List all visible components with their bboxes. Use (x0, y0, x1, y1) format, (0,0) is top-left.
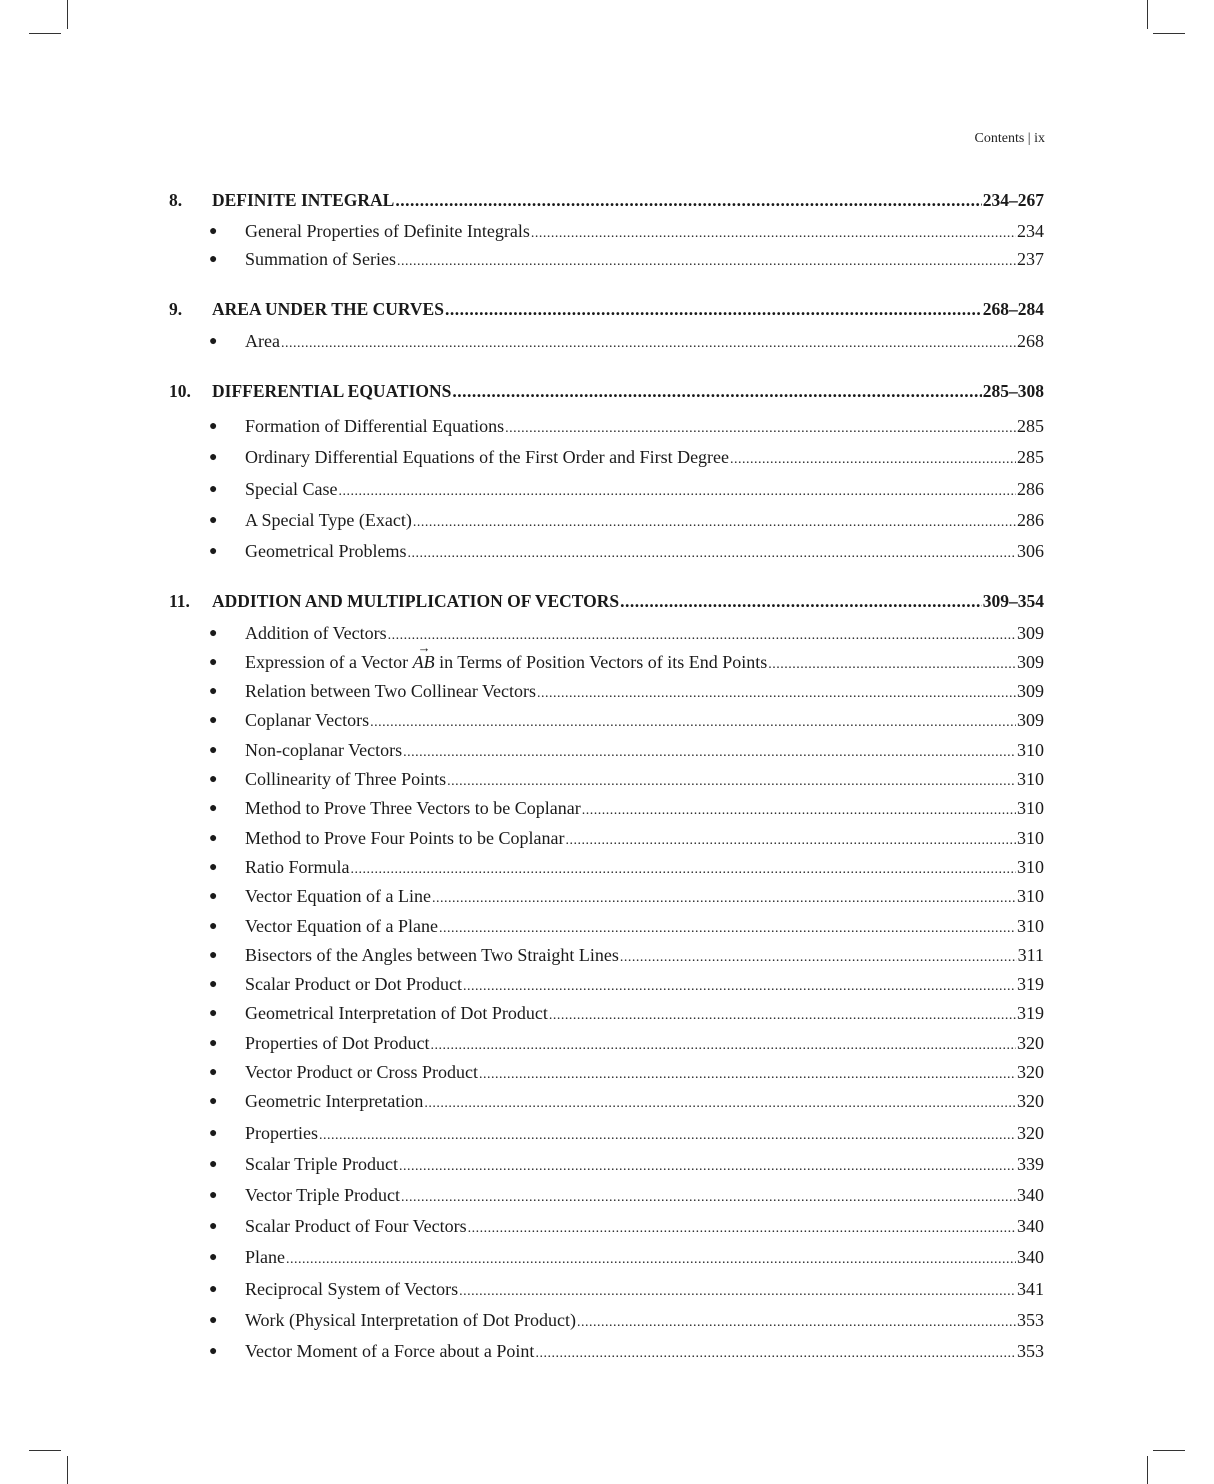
entry-title: Method to Prove Three Vectors to be Coplanar (245, 798, 581, 818)
bullet-icon: ● (209, 1157, 218, 1172)
entry-page: 341 (1017, 1279, 1044, 1299)
bullet-icon: ● (209, 513, 218, 528)
bullet-icon: ● (209, 626, 218, 641)
entry-page: 309 (1017, 652, 1044, 672)
entry-page: 353 (1017, 1341, 1044, 1361)
toc-entry[interactable] (209, 1278, 1044, 1303)
chapter-page-range: 309–354 (982, 591, 1044, 611)
entry-title-after: in Terms of Position Vectors of its End Points (434, 652, 768, 672)
bullet-icon: ● (209, 889, 218, 904)
entry-page: 320 (1017, 1091, 1044, 1111)
chapter-page-range: 234–267 (982, 190, 1044, 210)
dot-leader (445, 298, 982, 320)
dot-leader (401, 1187, 1016, 1209)
bullet-icon: ● (209, 743, 218, 758)
chapter-number: 10. (169, 381, 191, 401)
dot-leader (399, 1156, 1016, 1178)
dot-leader (505, 418, 1016, 440)
crop-mark-top-left-horizontal (29, 33, 61, 34)
toc-entry[interactable] (209, 446, 1044, 471)
entry-page: 340 (1017, 1247, 1044, 1267)
bullet-icon: ● (209, 482, 218, 497)
dot-leader (537, 683, 1016, 705)
dot-leader (397, 251, 1016, 273)
entry-page: 340 (1017, 1216, 1044, 1236)
chapter-page-range: 268–284 (982, 299, 1044, 319)
entry-page: 311 (1017, 945, 1044, 965)
bullet-icon: ● (209, 977, 218, 992)
entry-title: Relation between Two Collinear Vectors (245, 681, 537, 701)
entry-title: Vector Triple Product (245, 1185, 400, 1205)
entry-title: A Special Type (Exact) (245, 510, 412, 530)
entry-title: Scalar Product of Four Vectors (245, 1216, 467, 1236)
dot-leader (403, 742, 1016, 764)
toc-entry[interactable] (209, 1215, 1044, 1240)
toc-entry[interactable] (209, 651, 1044, 676)
chapter-heading[interactable] (169, 298, 1044, 320)
dot-leader (388, 625, 1016, 647)
bullet-icon: ● (209, 919, 218, 934)
bullet-icon: ● (209, 224, 218, 239)
entry-title-before: Expression of a Vector (245, 652, 413, 672)
toc-entry[interactable] (209, 248, 1044, 273)
entry-page: 320 (1017, 1033, 1044, 1053)
bullet-icon: ● (209, 1094, 218, 1109)
bullet-icon: ● (209, 948, 218, 963)
crop-mark-top-right-vertical (1147, 0, 1148, 29)
entry-title: Ordinary Differential Equations of the First Order and First Degree (245, 447, 730, 467)
entry-page: 285 (1017, 416, 1044, 436)
entry-title: Area (245, 331, 280, 351)
entry-title: Vector Moment of a Force about a Point (245, 1341, 535, 1361)
dot-leader (319, 1125, 1016, 1147)
dot-leader (286, 1249, 1016, 1271)
toc-entry[interactable] (209, 768, 1044, 793)
entry-page: 310 (1017, 769, 1044, 789)
entry-page: 310 (1017, 798, 1044, 818)
dot-leader (549, 1005, 1016, 1027)
bullet-icon: ● (209, 655, 218, 670)
toc-entry[interactable] (209, 1340, 1044, 1365)
toc-entry[interactable] (209, 915, 1044, 940)
entry-page: 310 (1017, 740, 1044, 760)
toc-entry[interactable] (209, 973, 1044, 998)
toc-entry[interactable] (209, 1002, 1044, 1027)
dot-leader (407, 543, 1016, 565)
chapter-title: AREA UNDER THE CURVES (212, 299, 444, 319)
toc-entry[interactable] (209, 1061, 1044, 1086)
toc-entry[interactable] (209, 540, 1044, 565)
dot-leader (620, 590, 982, 612)
entry-title: General Properties of Definite Integrals (245, 221, 530, 241)
toc-entry[interactable] (209, 330, 1044, 355)
dot-leader (447, 771, 1016, 793)
entry-title: Plane (245, 1247, 285, 1267)
chapter-heading[interactable] (169, 380, 1044, 402)
dot-leader (370, 712, 1016, 734)
entry-page: 310 (1017, 886, 1044, 906)
dot-leader (535, 1343, 1016, 1365)
entry-title: Geometric Interpretation (245, 1091, 424, 1111)
bullet-icon: ● (209, 801, 218, 816)
dot-leader (479, 1064, 1016, 1086)
crop-mark-bottom-left-vertical (67, 1456, 68, 1484)
bullet-icon: ● (209, 1219, 218, 1234)
bullet-icon: ● (209, 1344, 218, 1359)
bullet-icon: ● (209, 419, 218, 434)
bullet-icon: ● (209, 334, 218, 349)
bullet-icon: ● (209, 1188, 218, 1203)
dot-leader (351, 859, 1017, 881)
entry-page: 320 (1017, 1123, 1044, 1143)
toc-entry[interactable] (209, 944, 1044, 969)
entry-title: Collinearity of Three Points (245, 769, 447, 789)
dot-leader (424, 1093, 1016, 1115)
bullet-icon: ● (209, 1250, 218, 1265)
entry-page: 306 (1017, 541, 1044, 561)
bullet-icon: ● (209, 684, 218, 699)
entry-title: Properties (245, 1123, 318, 1143)
entry-page: 237 (1017, 249, 1044, 269)
entry-page: 286 (1017, 510, 1044, 530)
dot-leader (730, 449, 1016, 471)
entry-title: Vector Equation of a Plane (245, 916, 438, 936)
bullet-icon: ● (209, 772, 218, 787)
toc-entry[interactable] (209, 680, 1044, 705)
toc-entry[interactable] (209, 1090, 1044, 1115)
bullet-icon: ● (209, 1313, 218, 1328)
dot-leader (459, 1281, 1016, 1303)
entry-page: 353 (1017, 1310, 1044, 1330)
chapter-heading[interactable] (169, 189, 1044, 211)
entry-page: 319 (1017, 1003, 1044, 1023)
crop-mark-top-left-vertical (67, 0, 68, 29)
bullet-icon: ● (209, 713, 218, 728)
toc-entry[interactable] (209, 622, 1044, 647)
entry-title: Geometrical Interpretation of Dot Product (245, 1003, 548, 1023)
chapter-title: DEFINITE INTEGRAL (212, 190, 395, 210)
entry-page: 268 (1017, 331, 1044, 351)
entry-page: 309 (1017, 681, 1044, 701)
toc-entry[interactable] (209, 1153, 1044, 1178)
chapter-number: 11. (169, 591, 190, 611)
dot-leader (620, 947, 1017, 969)
toc-entry[interactable] (209, 709, 1044, 734)
entry-page: 310 (1017, 857, 1044, 877)
entry-title: Reciprocal System of Vectors (245, 1279, 459, 1299)
toc-entry[interactable] (209, 1309, 1044, 1334)
dot-leader (463, 976, 1016, 998)
dot-leader (582, 800, 1016, 822)
crop-mark-bottom-right-horizontal (1153, 1450, 1185, 1451)
toc-entry[interactable] (209, 1246, 1044, 1271)
toc-entry[interactable] (209, 478, 1044, 503)
entry-title: Vector Equation of a Line (245, 886, 431, 906)
entry-page: 339 (1017, 1154, 1044, 1174)
entry-page: 340 (1017, 1185, 1044, 1205)
entry-title: Summation of Series (245, 249, 396, 269)
entry-page: 320 (1017, 1062, 1044, 1082)
entry-title: Work (Physical Interpretation of Dot Product) (245, 1310, 576, 1330)
entry-title: Non-coplanar Vectors (245, 740, 403, 760)
dot-leader (768, 654, 1016, 676)
entry-title: Formation of Differential Equations (245, 416, 505, 436)
toc-entry[interactable] (209, 1184, 1044, 1209)
toc-entry[interactable] (209, 827, 1044, 852)
entry-page: 310 (1017, 828, 1044, 848)
dot-leader (432, 888, 1016, 910)
vector-symbol: → AB (413, 652, 435, 672)
entry-page: 234 (1017, 221, 1044, 241)
entry-title: Addition of Vectors (245, 623, 387, 643)
bullet-icon: ● (209, 450, 218, 465)
crop-mark-bottom-right-vertical (1147, 1456, 1148, 1484)
entry-title: Geometrical Problems (245, 541, 407, 561)
bullet-icon: ● (209, 544, 218, 559)
bullet-icon: ● (209, 1065, 218, 1080)
dot-leader (338, 481, 1016, 503)
entry-title: Scalar Product or Dot Product (245, 974, 462, 994)
dot-leader (452, 380, 981, 402)
dot-leader (430, 1035, 1016, 1057)
entry-title: Method to Prove Four Points to be Coplanar (245, 828, 565, 848)
toc-entry[interactable] (209, 885, 1044, 910)
bullet-icon: ● (209, 1036, 218, 1051)
dot-leader (565, 830, 1016, 852)
entry-page: 286 (1017, 479, 1044, 499)
toc-entry[interactable] (209, 856, 1044, 881)
running-header: Contents | ix (974, 131, 1045, 146)
entry-title (245, 651, 767, 673)
entry-page: 285 (1017, 447, 1044, 467)
toc-entry[interactable] (209, 739, 1044, 764)
entry-title: Bisectors of the Angles between Two Straight Lines (245, 945, 619, 965)
bullet-icon: ● (209, 860, 218, 875)
bullet-icon: ● (209, 1126, 218, 1141)
chapter-heading[interactable] (169, 590, 1044, 612)
chapter-page-range: 285–308 (982, 381, 1044, 401)
entry-title: Scalar Triple Product (245, 1154, 398, 1174)
entry-title: Properties of Dot Product (245, 1033, 430, 1053)
dot-leader (439, 918, 1016, 940)
chapter-title: DIFFERENTIAL EQUATIONS (212, 381, 452, 401)
crop-mark-top-right-horizontal (1153, 33, 1185, 34)
entry-title: Coplanar Vectors (245, 710, 370, 730)
entry-title: Vector Product or Cross Product (245, 1062, 478, 1082)
bullet-icon: ● (209, 831, 218, 846)
toc-entry[interactable] (209, 415, 1044, 440)
entry-page: 309 (1017, 623, 1044, 643)
dot-leader (281, 333, 1016, 355)
toc-entry[interactable] (209, 509, 1044, 534)
dot-leader (413, 512, 1016, 534)
chapter-number: 9. (169, 299, 183, 319)
entry-title: Special Case (245, 479, 338, 499)
entry-page: 310 (1017, 916, 1044, 936)
dot-leader (531, 223, 1016, 245)
bullet-icon: ● (209, 1282, 218, 1297)
chapter-title: ADDITION AND MULTIPLICATION OF VECTORS (212, 591, 620, 611)
bullet-icon: ● (209, 252, 218, 267)
dot-leader (577, 1312, 1016, 1334)
toc-entry[interactable] (209, 1032, 1044, 1057)
dot-leader (468, 1218, 1016, 1240)
entry-page: 309 (1017, 710, 1044, 730)
chapter-number: 8. (169, 190, 183, 210)
bullet-icon: ● (209, 1006, 218, 1021)
crop-mark-bottom-left-horizontal (29, 1450, 61, 1451)
entry-title: Ratio Formula (245, 857, 350, 877)
entry-page: 319 (1017, 974, 1044, 994)
toc-entry[interactable] (209, 797, 1044, 822)
toc-entry[interactable] (209, 1122, 1044, 1147)
dot-leader (395, 189, 981, 211)
toc-entry[interactable] (209, 220, 1044, 245)
